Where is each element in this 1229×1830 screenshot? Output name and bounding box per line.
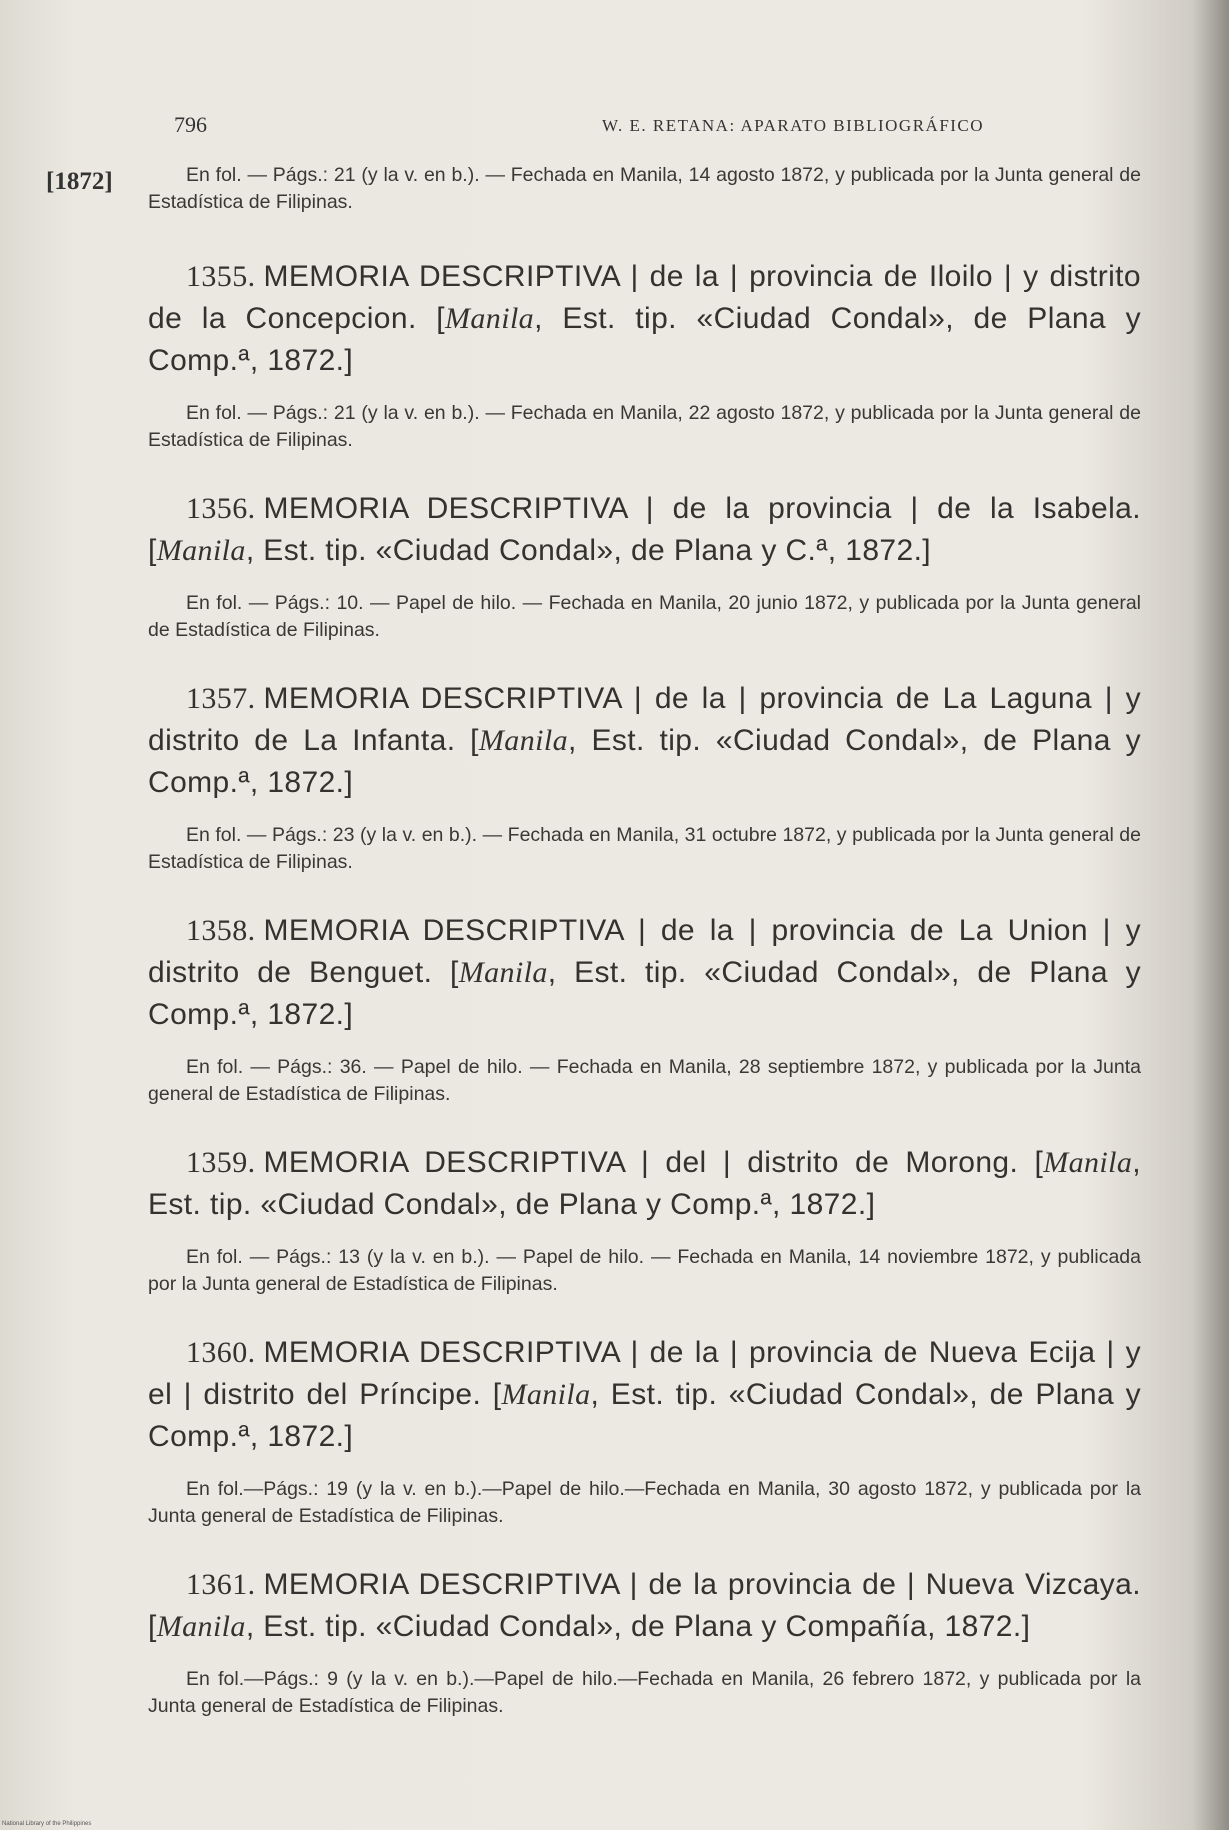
entry-title	[148, 256, 1141, 382]
entry-imprint: , Est. tip. «Ciudad Condal», de Plana y Comp.ª, 1872.]	[148, 302, 1141, 377]
entry-place: Manila	[478, 724, 568, 757]
entry-number: 1358.	[186, 914, 256, 947]
bibliographic-entry	[148, 678, 1141, 876]
entry-note: En fol. — Págs.: 21 (y la v. en b.). — Fechada en Manila, 22 agosto 1872, y publicada por la Junta general de Estadística de Filipinas.	[148, 402, 1141, 451]
entry-title	[148, 1564, 1141, 1648]
entry-note: En fol. — Págs.: 23 (y la v. en b.). — Fechada en Manila, 31 octubre 1872, y publicada por la Junta general de Estadística de Filipinas.	[148, 824, 1141, 873]
entry-imprint: , Est. tip. «Ciudad Condal», de Plana y C.ª, 1872.]	[245, 534, 932, 567]
entry-title	[148, 910, 1141, 1036]
entry-place: Manila	[156, 1610, 246, 1643]
continued-note: En fol. — Págs.: 21 (y la v. en b.). — Fechada en Manila, 14 agosto 1872, y publicada por la Junta general de Estadística de Filipinas.	[148, 164, 1141, 213]
entry-note: En fol.—Págs.: 9 (y la v. en b.).—Papel de hilo.—Fechada en Manila, 26 febrero 1872, y publicada por la Junta general de Estadística de Filipinas.	[148, 1668, 1141, 1717]
entry-number: 1357.	[186, 682, 256, 715]
entry-number: 1361.	[186, 1568, 256, 1601]
entry-imprint: , Est. tip. «Ciudad Condal», de Plana y Comp.ª, 1872.]	[148, 1146, 1141, 1221]
entry-place: Manila	[1043, 1146, 1133, 1179]
entry-imprint: , Est. tip. «Ciudad Condal», de Plana y Comp.ª, 1872.]	[148, 1378, 1141, 1453]
entry-imprint: , Est. tip. «Ciudad Condal», de Plana y Comp.ª, 1872.]	[148, 956, 1141, 1031]
entry-note: En fol.—Págs.: 19 (y la v. en b.).—Papel de hilo.—Fechada en Manila, 30 agosto 1872, y publicada por la Junta general de Estadística de Filipinas.	[148, 1478, 1141, 1527]
entry-note: En fol. — Págs.: 10. — Papel de hilo. — Fechada en Manila, 20 junio 1872, y publicada por la Junta general de Estadística de Filipinas.	[148, 592, 1141, 641]
entry-note: En fol. — Págs.: 13 (y la v. en b.). — Papel de hilo. — Fechada en Manila, 14 noviembre 1872, y publicada por la Junta general de Estadística de Filipinas.	[148, 1246, 1141, 1295]
entry-place: Manila	[501, 1378, 591, 1411]
bibliographic-entry	[148, 910, 1141, 1108]
entry-title-text: MEMORIA DESCRIPTIVA | de la | provincia de La Laguna | y distrito de La Infanta. [	[148, 682, 1141, 757]
entry-title	[148, 488, 1141, 572]
entry-title-text: MEMORIA DESCRIPTIVA | de la provincia | de la Isabela. [	[148, 492, 1141, 567]
entry-imprint: , Est. tip. «Ciudad Condal», de Plana y Compañía, 1872.]	[245, 1610, 1031, 1643]
entry-title-text: MEMORIA DESCRIPTIVA | de la | provincia de La Union | y distrito de Benguet. [	[148, 914, 1141, 989]
entry-title	[148, 678, 1141, 804]
entry-place: Manila	[458, 956, 548, 989]
entry-title-text: MEMORIA DESCRIPTIVA | de la provincia de | Nueva Vizcaya. [	[148, 1568, 1141, 1643]
entry-place: Manila	[156, 534, 246, 567]
entry-title	[148, 1332, 1141, 1458]
bibliographic-entry	[148, 256, 1141, 454]
entry-note: En fol. — Págs.: 36. — Papel de hilo. — Fechada en Manila, 28 septiembre 1872, y publicada por la Junta general de Estadística de Filipinas.	[148, 1056, 1141, 1105]
entry-number: 1359.	[186, 1146, 256, 1179]
entry-number: 1355.	[186, 260, 256, 293]
running-head: W. E. RETANA: APARATO BIBLIOGRÁFICO	[602, 116, 985, 135]
year-margin-note: [1872]	[46, 168, 113, 195]
bibliographic-entry	[148, 488, 1141, 644]
library-watermark: National Library of the Philippines	[2, 1821, 92, 1827]
entry-title-text: MEMORIA DESCRIPTIVA | de la | provincia de Iloilo | y distrito de la Concepcion. [	[148, 260, 1141, 335]
entry-number: 1360.	[186, 1336, 256, 1369]
page-content	[148, 162, 1141, 1754]
bibliographic-entry	[148, 1142, 1141, 1298]
entry-title	[148, 1142, 1141, 1226]
entry-place: Manila	[445, 302, 535, 335]
page-header	[174, 112, 1134, 142]
bibliographic-entry	[148, 1332, 1141, 1530]
entry-imprint: , Est. tip. «Ciudad Condal», de Plana y Comp.ª, 1872.]	[148, 724, 1142, 799]
entry-title-text: MEMORIA DESCRIPTIVA | de la | provincia de Nueva Ecija | y el | distrito del Príncipe. [	[148, 1336, 1141, 1411]
page-number: 796	[174, 112, 207, 137]
entry-title-text: MEMORIA DESCRIPTIVA | del | distrito de Morong. [	[263, 1146, 1044, 1179]
entry-number: 1356.	[186, 492, 256, 525]
bibliographic-entry	[148, 1564, 1141, 1720]
